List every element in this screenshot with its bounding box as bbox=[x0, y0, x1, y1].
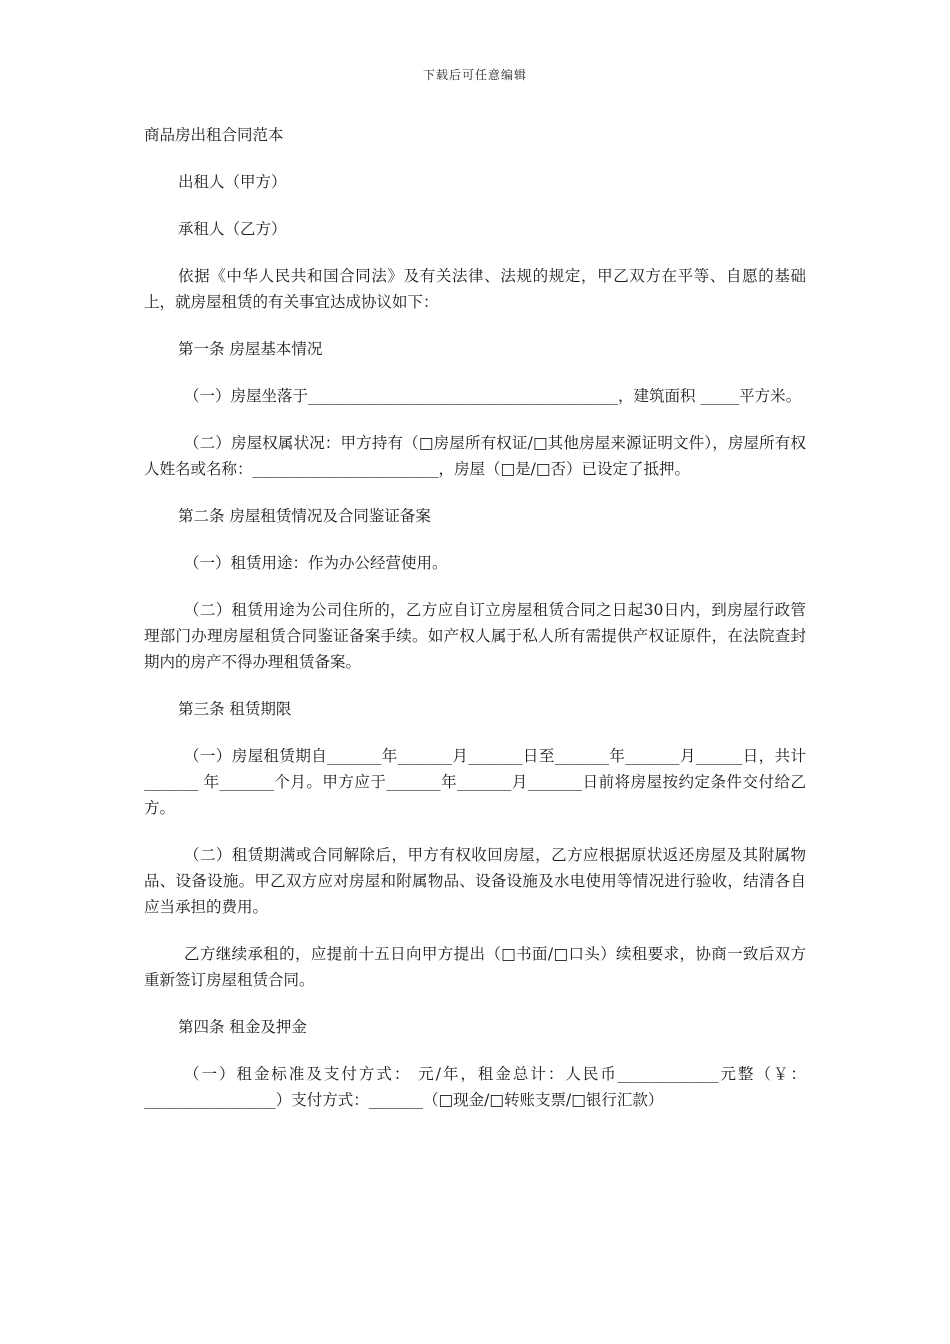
document-title: 商品房出租合同范本 bbox=[144, 126, 284, 144]
lessor-line: 出租人（甲方） bbox=[178, 173, 287, 191]
article-heading: 第二条 房屋租赁情况及合同鉴证备案 bbox=[178, 507, 431, 525]
clause-paragraph: （二）租赁用途为公司住所的，乙方应自订立房屋租赁合同之日起30日内，到房屋行政管理部门办理房屋租赁合同鉴证备案手续。如产权人属于私人所有需提供产权证原件，在法院查封期内的房产不得办理租赁备案。 bbox=[144, 601, 806, 671]
lessee-line: 承租人（乙方） bbox=[178, 220, 287, 238]
clause-paragraph: （一）租赁用途：作为办公经营使用。 bbox=[184, 554, 448, 572]
clause-paragraph: （二）房屋权属状况：甲方持有（□房屋所有权证/□其他房屋来源证明文件），房屋所有权人姓名或名称：________________________，房屋（□是/□否）已设定了抵押。 bbox=[144, 434, 806, 478]
document-body bbox=[144, 122, 806, 1134]
clause-paragraph: （一）租金标准及支付方式： 元/年，租金总计：人民币_____________元整（￥：_________________）支付方式：_______（□现金/□转账支票/□银行汇款） bbox=[144, 1065, 806, 1109]
clause-paragraph: （二）租赁期满或合同解除后，甲方有权收回房屋，乙方应根据原状返还房屋及其附属物品、设备设施。甲乙双方应对房屋和附属物品、设备设施及水电使用等情况进行验收，结清各自应当承担的费用。 bbox=[144, 846, 806, 916]
preamble-paragraph: 依据《中华人民共和国合同法》及有关法律、法规的规定，甲乙双方在平等、自愿的基础上，就房屋租赁的有关事宜达成协议如下： bbox=[144, 267, 806, 311]
article-heading: 第三条 租赁期限 bbox=[178, 700, 292, 718]
header-note: 下载后可任意编辑 bbox=[422, 68, 527, 82]
article-heading: 第四条 租金及押金 bbox=[178, 1018, 307, 1036]
clause-paragraph: 乙方继续承租的，应提前十五日向甲方提出（□书面/□口头）续租要求，协商一致后双方重新签订房屋租赁合同。 bbox=[144, 945, 806, 989]
clause-paragraph: （一）房屋坐落于________________________________________，建筑面积 _____平方米。 bbox=[184, 387, 802, 405]
clause-paragraph: （一）房屋租赁期自_______年_______月_______日至_______年_______月______日，共计_______ 年_______个月。甲方应于_______年_______月_______日前将房屋按约定条件交付给乙方。 bbox=[144, 747, 806, 817]
article-heading: 第一条 房屋基本情况 bbox=[178, 340, 323, 358]
